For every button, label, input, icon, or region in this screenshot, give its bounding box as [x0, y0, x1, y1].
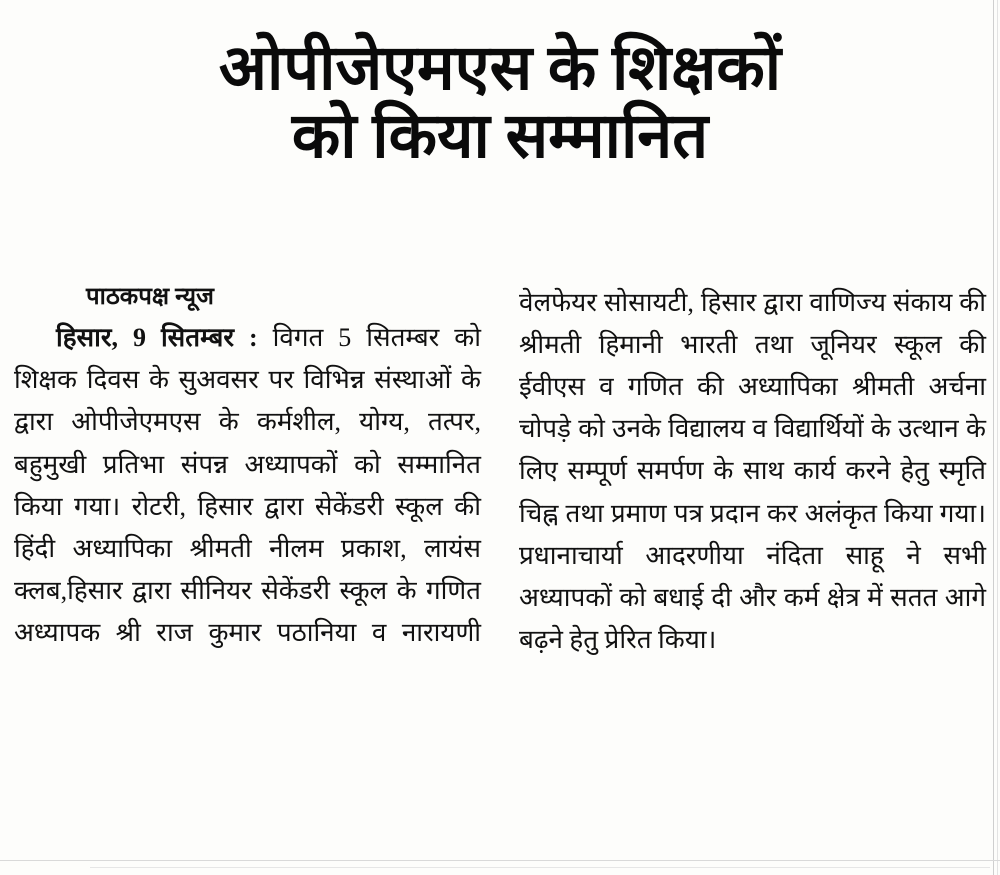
left-column-body [14, 317, 481, 654]
headline-line-1: ओपीजेएमएस के शिक्षकों [218, 33, 782, 103]
dateline: हिसार, 9 सितम्बर : [56, 323, 258, 353]
page-bottom-rule [0, 860, 1000, 861]
article-column-left [14, 282, 481, 661]
headline [20, 34, 980, 170]
right-column-text: वेलफेयर सोसायटी, हिसार द्वारा वाणिज्य संकाय की श्रीमती हिमानी भारती तथा जूनियर स्कूल की ईवीएस व गणित की अध्यापिका श्रीमती अर्चना चोपड़े को उनके विद्यालय व विद्यार्थियों के उत्थान के लिए सम्पूर्ण समर्पण के साथ कार्य करने हेतु स्मृति चिह्न तथा प्रमाण पत्र प्रदान कर अलंकृत किया गया। प्रधानाचार्या आदरणीया नंदिता साहू ने सभी अध्यापकों को बधाई दी और कर्म क्षेत्र में सतत आगे बढ़ने हेतु प्रेरित किया। [519, 288, 986, 654]
article-column-right [519, 282, 986, 661]
page-edge-line-outer [997, 0, 998, 875]
byline: पाठकपक्ष न्यूज [86, 284, 214, 310]
left-column-text: विगत 5 सितम्बर को शिक्षक दिवस के सुअवसर पर विभिन्न संस्थाओं के द्वारा ओपीजेएमएस के कर्मशील, योग्य, तत्पर, बहुमुखी प्रतिभा संपन्न अध्यापकों को सम्मानित किया गया। रोटरी, हिसार द्वारा सेकेंडरी स्कूल की हिंदी अध्यापिका श्रीमती नीलम प्रकाश, लायंस क्लब,हिसार द्वारा सीनियर सेकेंडरी स्कूल के गणित अध्यापक श्री राज कुमार पठानिया व नारायणी [14, 323, 481, 647]
page-bottom-rule-secondary [90, 867, 990, 868]
article-columns [14, 282, 986, 661]
page-edge-line-inner [993, 0, 994, 875]
headline-line-2: को किया सम्मानित [291, 101, 709, 172]
